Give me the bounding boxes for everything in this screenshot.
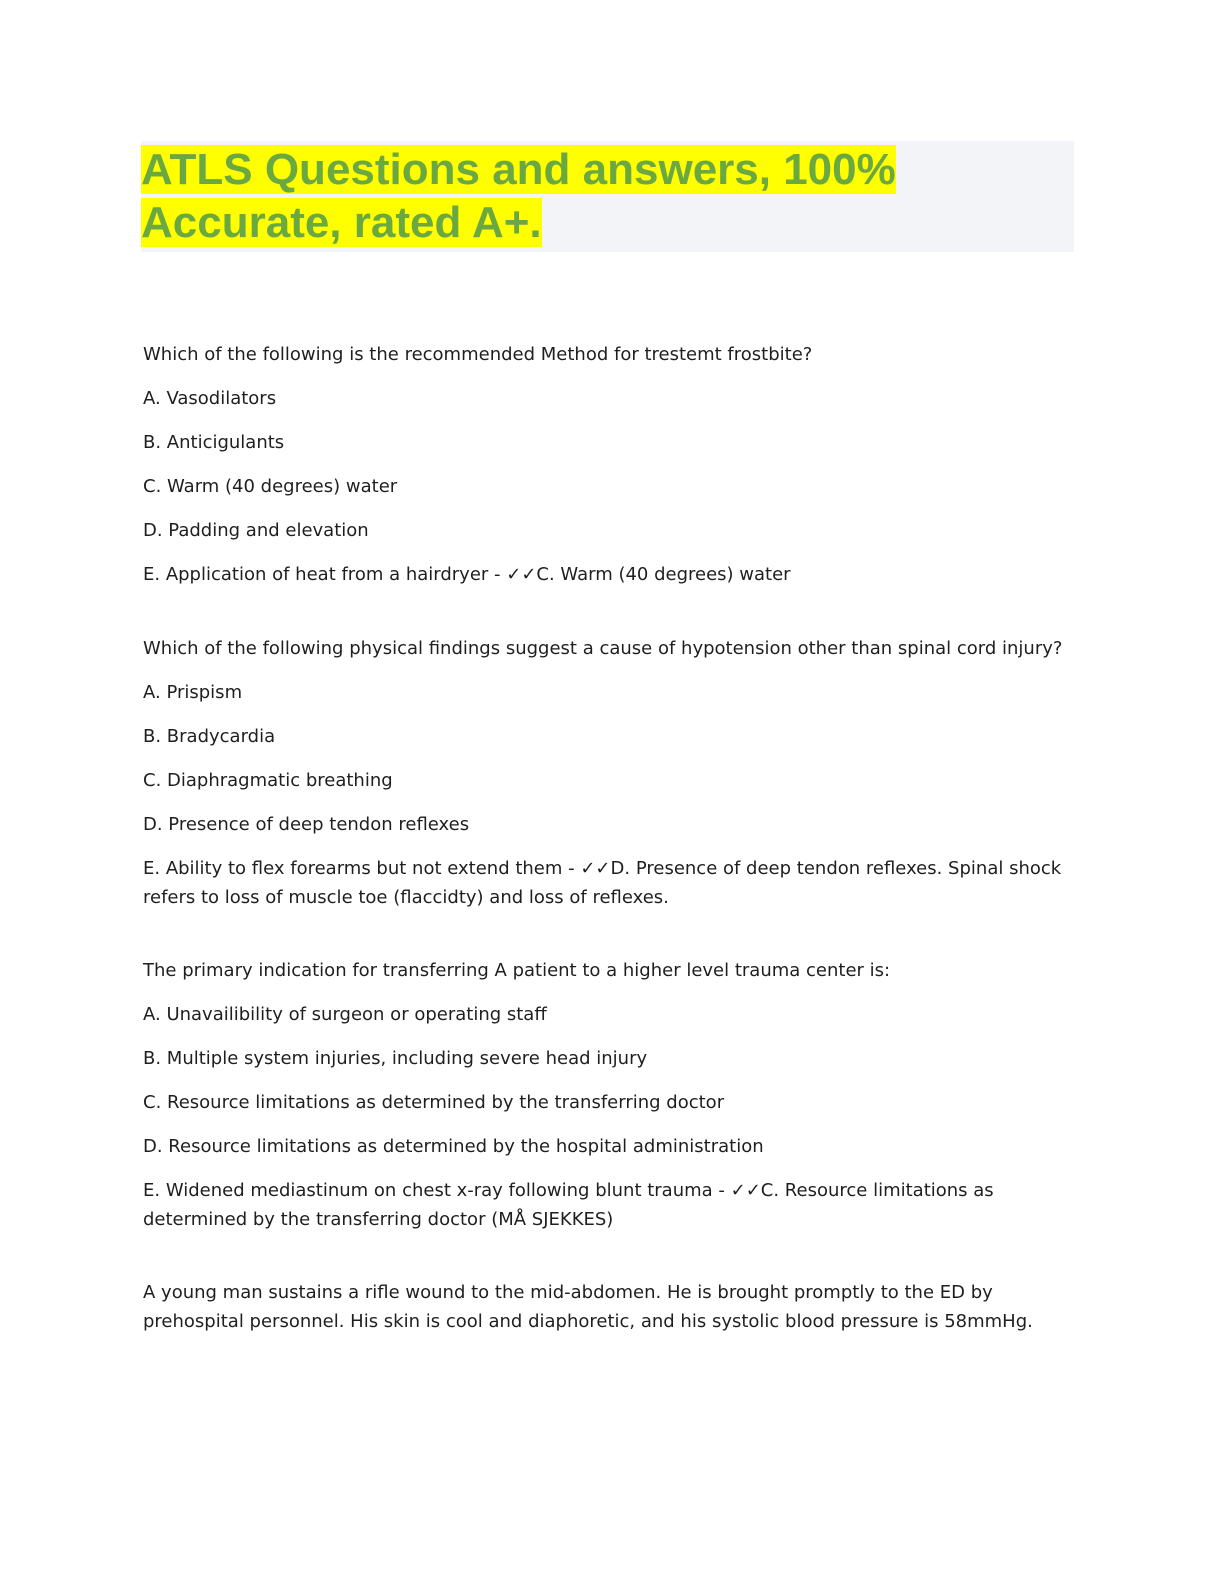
- title-line-1: ATLS Questions and answers, 100%: [141, 145, 896, 194]
- option-a: A. Unavailibility of surgeon or operating staff: [143, 1004, 547, 1025]
- question-block-2: [143, 634, 1073, 912]
- document-body: [143, 340, 1073, 1336]
- spacer: [143, 912, 1073, 956]
- option-d: D. Presence of deep tendon reflexes: [143, 814, 470, 835]
- spacer: [143, 589, 1073, 634]
- option-a: A. Vasodilators: [143, 388, 277, 409]
- option-c: C. Resource limitations as determined by the transferring doctor: [143, 1092, 725, 1113]
- option-b: B. Anticigulants: [143, 432, 285, 453]
- title-line-2: Accurate, rated A+.: [141, 198, 542, 247]
- question-block-1: [143, 340, 1073, 589]
- option-e-and-answer: E. Widened mediastinum on chest x-ray following blunt trauma - ✓✓C. Resource limitations as determined by the transferring doctor (MÅ SJEKKES): [143, 1180, 994, 1230]
- option-e-and-answer: E. Ability to flex forearms but not extend them - ✓✓D. Presence of deep tendon reflexes. Spinal shock refers to loss of muscle toe (flaccidty) and loss of reflexes.: [143, 858, 1062, 908]
- question-block-3: [143, 956, 1073, 1234]
- option-b: B. Multiple system injuries, including severe head injury: [143, 1048, 648, 1069]
- option-c: C. Warm (40 degrees) water: [143, 476, 398, 497]
- option-d: D. Padding and elevation: [143, 520, 369, 541]
- spacer: [143, 1234, 1073, 1278]
- option-e-and-answer: E. Application of heat from a hairdryer - ✓✓C. Warm (40 degrees) water: [143, 564, 791, 585]
- question-text: Which of the following is the recommended Method for trestemt frostbite?: [143, 344, 813, 365]
- document-title: [141, 143, 1074, 249]
- question-text: The primary indication for transferring A patient to a higher level trauma center is:: [143, 960, 891, 981]
- option-c: C. Diaphragmatic breathing: [143, 770, 393, 791]
- question-text: A young man sustains a rifle wound to the mid-abdomen. He is brought promptly to the ED by prehospital personnel. His skin is cool and diaphoretic, and his systolic blood pressure is 58mmHg.: [143, 1282, 1033, 1332]
- question-text: Which of the following physical findings suggest a cause of hypotension other than spinal cord injury?: [143, 638, 1063, 659]
- question-block-4: [143, 1278, 1073, 1336]
- option-b: B. Bradycardia: [143, 726, 276, 747]
- option-d: D. Resource limitations as determined by the hospital administration: [143, 1136, 764, 1157]
- option-a: A. Prispism: [143, 682, 243, 703]
